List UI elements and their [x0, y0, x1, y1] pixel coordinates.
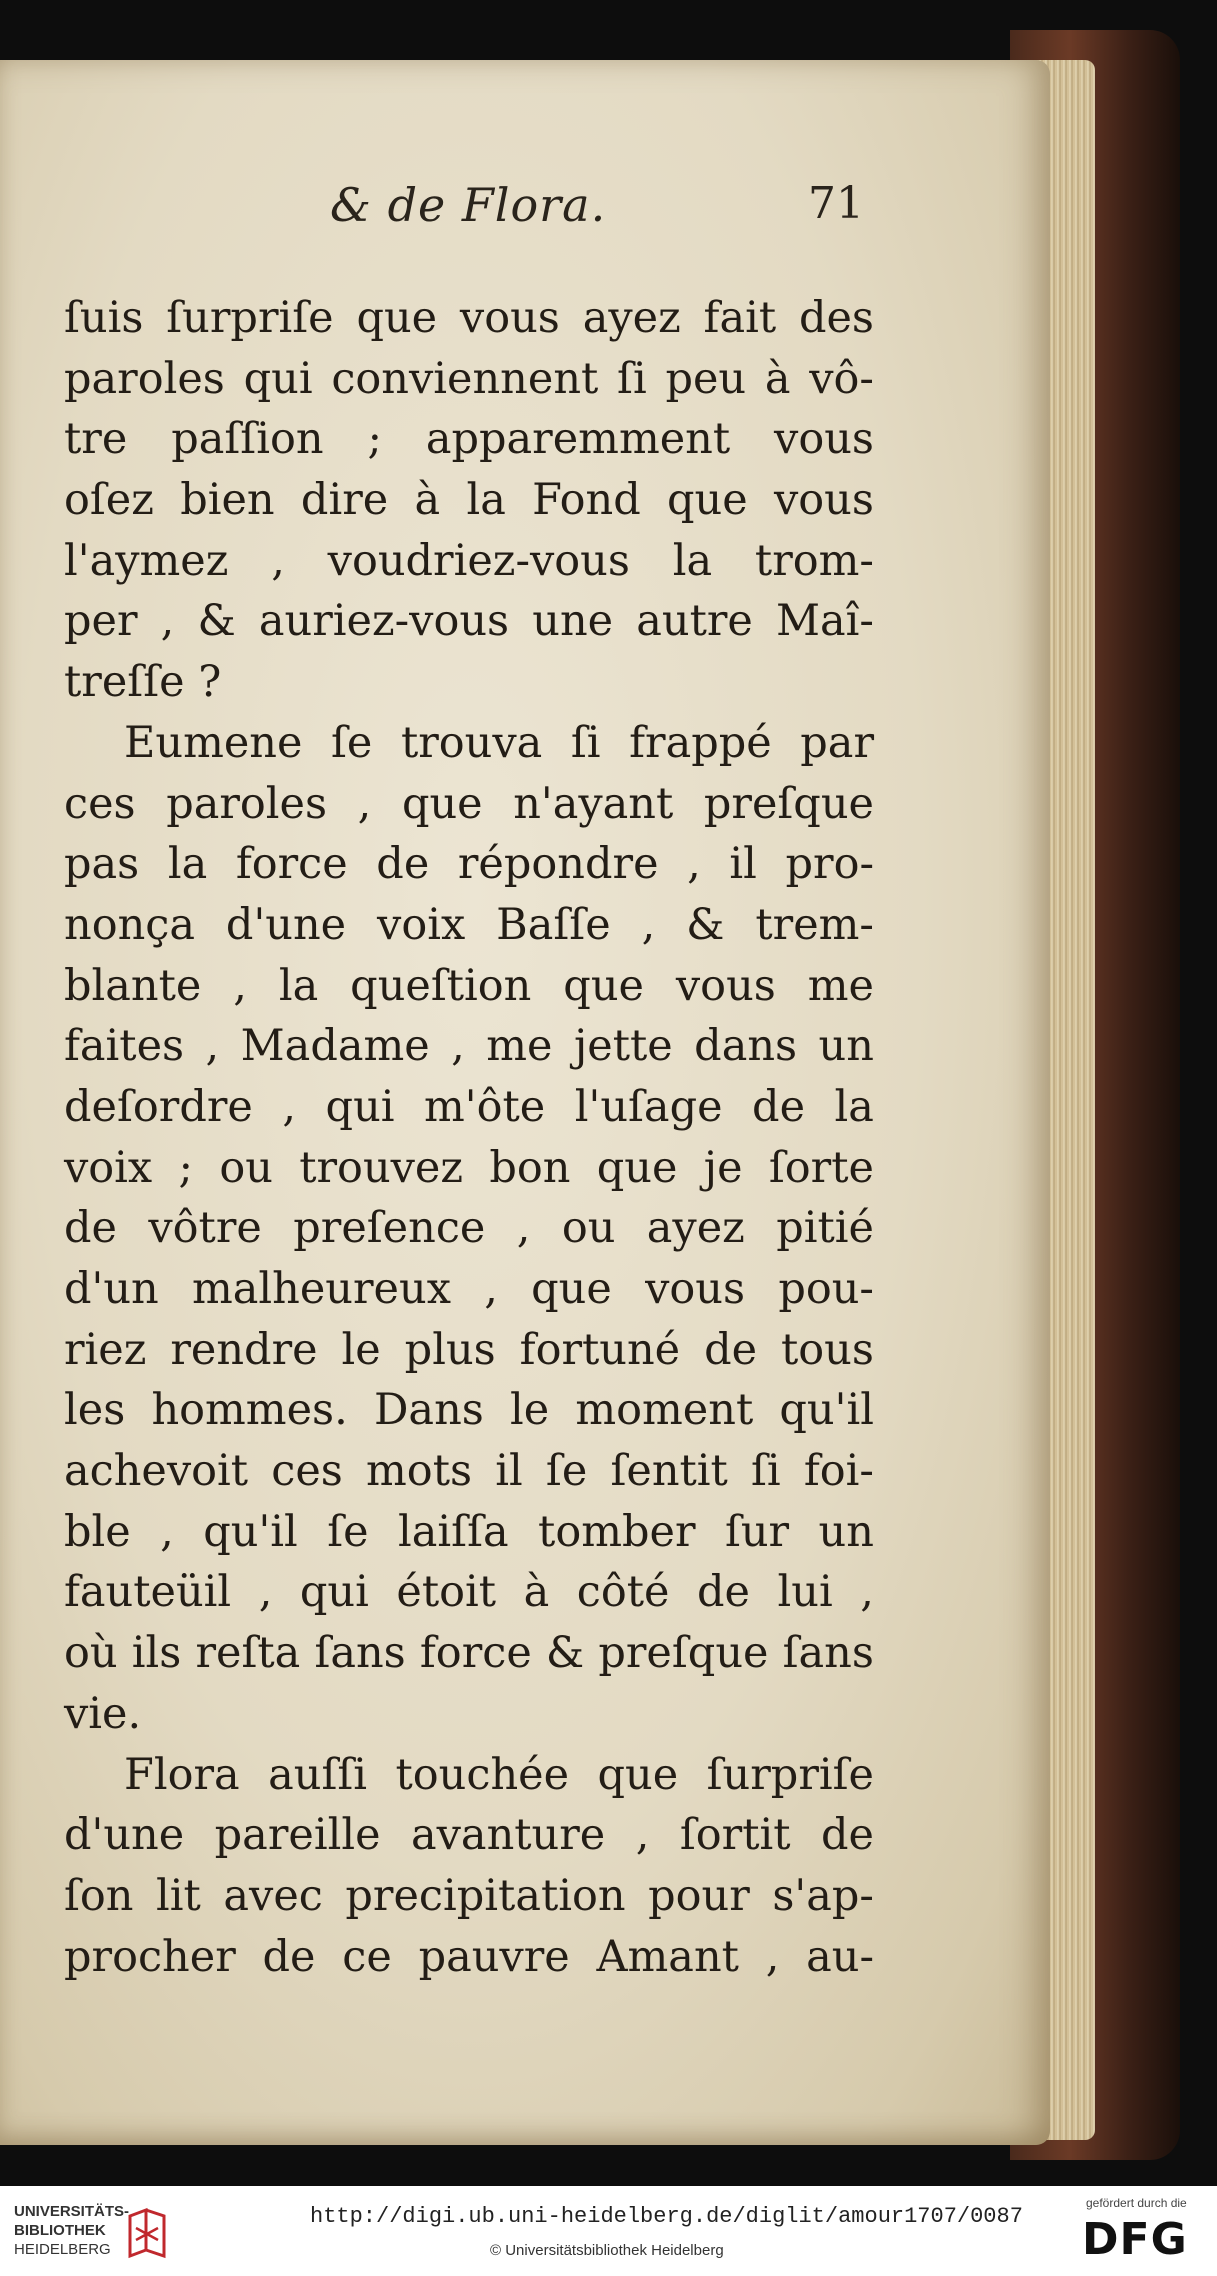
- word: Dans: [373, 1385, 484, 1436]
- word: apparemment: [425, 414, 731, 465]
- text-line: [64, 713, 874, 774]
- text-line: [64, 591, 874, 652]
- word: à: [764, 353, 791, 404]
- word: frappé: [629, 717, 772, 768]
- word: vous: [459, 293, 560, 343]
- word: vôtre: [148, 1203, 262, 1254]
- word: ſur: [724, 1506, 790, 1557]
- word: fait: [703, 293, 777, 343]
- word: ,: [258, 1567, 273, 1618]
- word: voix: [64, 1142, 153, 1193]
- word: &: [545, 1628, 585, 1679]
- word: la: [278, 960, 319, 1011]
- word: tomber: [538, 1506, 696, 1557]
- word: ces: [64, 778, 136, 829]
- text-line: [64, 1805, 874, 1866]
- word: ſuis: [64, 293, 144, 343]
- library-name-line: BIBLIOTHEK: [14, 2222, 106, 2239]
- library-emblem-icon: [126, 2206, 168, 2260]
- word: Eumene: [124, 717, 303, 768]
- word: lui: [777, 1567, 833, 1618]
- word: ayez: [582, 293, 681, 343]
- word: qu'il: [779, 1385, 874, 1436]
- word: ,: [271, 535, 285, 586]
- book-page: [0, 60, 1050, 2145]
- word: où: [64, 1628, 118, 1679]
- word: foi-: [803, 1446, 874, 1497]
- word: queſtion: [350, 960, 532, 1011]
- word: jette: [573, 1021, 673, 1072]
- text-line: [64, 409, 874, 470]
- word: auſſi: [268, 1749, 368, 1800]
- word: rendre: [170, 1324, 318, 1375]
- text-line: treſſe ?: [64, 657, 222, 708]
- word: per: [64, 596, 138, 647]
- word: dans: [694, 1021, 798, 1072]
- word: precipitation: [345, 1870, 626, 1921]
- word: le: [510, 1385, 550, 1436]
- word: d'un: [64, 1264, 159, 1314]
- word: ,: [205, 1021, 220, 1072]
- word: plus: [404, 1324, 496, 1375]
- word: avanture: [411, 1810, 606, 1861]
- word: &: [197, 596, 236, 647]
- word: voix: [377, 899, 466, 950]
- word: bien: [180, 475, 275, 526]
- word: trom-: [754, 535, 874, 586]
- word: hommes.: [151, 1385, 348, 1436]
- word: bon: [489, 1142, 571, 1193]
- text-line: [64, 1259, 874, 1320]
- word: ,: [484, 1264, 498, 1314]
- page-header: [60, 178, 880, 258]
- running-head: & de Flora.: [330, 178, 607, 232]
- word: trouva: [400, 717, 543, 768]
- word: de: [262, 1931, 316, 1982]
- word: ,: [516, 1203, 531, 1254]
- library-logo: [14, 2202, 129, 2259]
- word: ,: [233, 960, 247, 1011]
- word: que: [667, 475, 748, 526]
- word: voudriez-vous: [327, 535, 630, 586]
- word: vous: [645, 1264, 746, 1314]
- word: peu: [665, 353, 747, 404]
- word: ſon: [64, 1870, 134, 1921]
- word: que: [596, 1142, 678, 1193]
- word: force: [235, 839, 348, 890]
- word: tous: [781, 1324, 874, 1375]
- word: la: [834, 1081, 874, 1132]
- word: d'une: [64, 1810, 185, 1861]
- word: Madame: [240, 1021, 430, 1072]
- word: pou-: [778, 1264, 874, 1314]
- word: me: [486, 1021, 553, 1072]
- library-name-line: HEIDELBERG: [14, 2241, 111, 2258]
- word: les: [64, 1385, 126, 1436]
- word: fortuné: [519, 1324, 681, 1375]
- word: ſans: [782, 1628, 874, 1679]
- text-line: [64, 1502, 874, 1563]
- word: un: [818, 1021, 874, 1072]
- word: ou: [219, 1142, 273, 1193]
- viewer-footer: [0, 2186, 1217, 2276]
- word: il: [495, 1446, 523, 1497]
- word: blante: [64, 960, 202, 1011]
- word: autre: [636, 596, 753, 647]
- word: que: [531, 1264, 612, 1314]
- word: ſentit: [610, 1446, 728, 1497]
- word: ,: [641, 899, 656, 950]
- word: à: [523, 1567, 550, 1618]
- word: paroles: [64, 353, 225, 404]
- library-name-line: UNIVERSITÄTS-: [14, 2203, 130, 2220]
- permalink-url[interactable]: http://digi.ub.uni-heidelberg.de/diglit/amour1707/0087: [310, 2204, 1023, 2229]
- word: fauteüil: [64, 1567, 232, 1618]
- word: ,: [160, 1506, 174, 1557]
- text-line: [64, 1866, 874, 1927]
- word: paroles: [166, 778, 328, 829]
- word: ſi: [751, 1446, 781, 1497]
- text-line: [64, 349, 874, 410]
- word: trem-: [755, 899, 874, 950]
- word: pour: [648, 1870, 750, 1921]
- word: dire: [300, 475, 389, 526]
- word: qui: [243, 353, 313, 404]
- word: à: [414, 475, 441, 526]
- word: &: [686, 899, 725, 950]
- word: par: [800, 717, 874, 768]
- text-line: [64, 288, 874, 349]
- text-line: [64, 1320, 874, 1381]
- word: preſque: [598, 1628, 769, 1679]
- word: ces: [271, 1446, 343, 1497]
- word: de: [376, 839, 430, 890]
- word: ſe: [327, 1506, 369, 1557]
- word: ſi: [570, 717, 601, 768]
- text-line: [64, 1380, 874, 1441]
- word: conviennent: [331, 353, 599, 404]
- page-number: 71: [808, 178, 864, 229]
- text-line: [64, 1927, 874, 1988]
- word: que: [597, 1749, 679, 1800]
- word: ils: [131, 1628, 182, 1679]
- word: pro-: [785, 839, 874, 890]
- word: auriez-vous: [258, 596, 510, 647]
- word: côté: [576, 1567, 670, 1618]
- word: ſortit: [679, 1810, 791, 1861]
- word: il: [729, 839, 757, 890]
- word: qu'il: [203, 1506, 298, 1557]
- word: achevoit: [64, 1446, 249, 1497]
- text-line: [64, 1562, 874, 1623]
- word: ſe: [545, 1446, 588, 1497]
- word: de: [752, 1081, 806, 1132]
- word: ,: [357, 778, 372, 829]
- text-line: [64, 1441, 874, 1502]
- word: ble: [64, 1506, 131, 1557]
- word: paſſion: [171, 414, 324, 465]
- text-line: [64, 895, 874, 956]
- word: que: [563, 960, 644, 1011]
- word: la: [672, 535, 713, 586]
- text-line: [64, 470, 874, 531]
- word: d'une: [225, 899, 347, 950]
- word: de: [821, 1810, 874, 1861]
- word: la: [167, 839, 208, 890]
- word: ,: [451, 1021, 465, 1072]
- word: vous: [774, 414, 874, 465]
- word: procher: [64, 1931, 236, 1982]
- word: pitié: [776, 1203, 874, 1254]
- text-line: [64, 1198, 874, 1259]
- word: pareille: [214, 1810, 381, 1861]
- word: malheureux: [192, 1264, 451, 1314]
- word: qui: [299, 1567, 369, 1618]
- word: deſordre: [64, 1081, 253, 1132]
- text-line: [64, 1016, 874, 1077]
- word: force: [419, 1628, 532, 1679]
- funding-note: gefördert durch die: [1086, 2196, 1187, 2210]
- text-line: [64, 1745, 874, 1806]
- word: ſorte: [768, 1142, 874, 1193]
- word: que: [356, 293, 438, 343]
- word: vous: [675, 960, 776, 1011]
- text-line: vie.: [64, 1688, 142, 1739]
- word: preſence: [293, 1203, 486, 1254]
- word: m'ôte: [424, 1081, 546, 1132]
- word: ſurpriſe: [166, 293, 334, 343]
- word: de: [704, 1324, 758, 1375]
- word: ſe: [331, 717, 373, 768]
- word: ,: [765, 1931, 780, 1982]
- word: vô-: [809, 353, 874, 404]
- word: s'ap-: [772, 1870, 874, 1921]
- word: n'ayant: [513, 778, 674, 829]
- word: tre: [64, 414, 128, 465]
- word: le: [341, 1324, 381, 1375]
- word: Maî-: [776, 596, 874, 647]
- word: ,: [635, 1810, 650, 1861]
- word: ayez: [646, 1203, 745, 1254]
- text-line: [64, 774, 874, 835]
- word: l'aymez: [64, 535, 229, 586]
- text-line: [64, 1623, 874, 1684]
- word: ,: [282, 1081, 297, 1132]
- word: me: [807, 960, 874, 1011]
- word: l'uſage: [574, 1081, 723, 1132]
- word: Baſſe: [496, 899, 611, 950]
- word: preſque: [703, 778, 874, 829]
- word: étoit: [396, 1567, 497, 1618]
- word: pas: [64, 839, 140, 890]
- word: mots: [366, 1446, 473, 1497]
- word: ſi: [617, 353, 647, 404]
- word: ce: [342, 1931, 392, 1982]
- text-line: [64, 531, 874, 592]
- word: oſez: [64, 475, 154, 526]
- word: reſta: [195, 1628, 301, 1679]
- word: de: [697, 1567, 750, 1618]
- word: une: [532, 596, 614, 647]
- dfg-logo: DFG: [1082, 2214, 1188, 2265]
- text-line: [64, 956, 874, 1017]
- word: lit: [156, 1870, 201, 1921]
- word: au-: [806, 1931, 874, 1982]
- word: touchée: [395, 1749, 570, 1800]
- word: ſurpriſe: [706, 1749, 874, 1800]
- word: ,: [160, 596, 175, 647]
- word: la: [466, 475, 506, 526]
- text-line: [64, 834, 874, 895]
- copyright-notice: © Universitätsbibliothek Heidelberg: [490, 2242, 724, 2259]
- word: qui: [325, 1081, 395, 1132]
- word: avec: [223, 1870, 323, 1921]
- word: Amant: [596, 1931, 739, 1982]
- word: ſans: [314, 1628, 406, 1679]
- word: un: [818, 1506, 874, 1557]
- word: pauvre: [418, 1931, 570, 1982]
- word: Fond: [532, 475, 641, 526]
- word: trouvez: [299, 1142, 464, 1193]
- word: ,: [860, 1567, 874, 1618]
- text-line: [64, 1138, 874, 1199]
- word: ou: [561, 1203, 616, 1254]
- word: laiſſa: [398, 1506, 509, 1557]
- text-line: [64, 1077, 874, 1138]
- word: vous: [773, 475, 874, 526]
- word: Flora: [124, 1749, 240, 1800]
- word: nonça: [64, 899, 195, 950]
- word: que: [401, 778, 483, 829]
- word: de: [64, 1203, 117, 1254]
- word: riez: [64, 1324, 147, 1375]
- page-text: [64, 288, 874, 1987]
- word: ;: [367, 414, 382, 465]
- word: ,: [687, 839, 701, 890]
- word: des: [798, 293, 874, 343]
- word: moment: [575, 1385, 754, 1436]
- word: ;: [178, 1142, 193, 1193]
- word: je: [703, 1142, 743, 1193]
- word: répondre: [457, 839, 659, 890]
- word: faites: [64, 1021, 185, 1072]
